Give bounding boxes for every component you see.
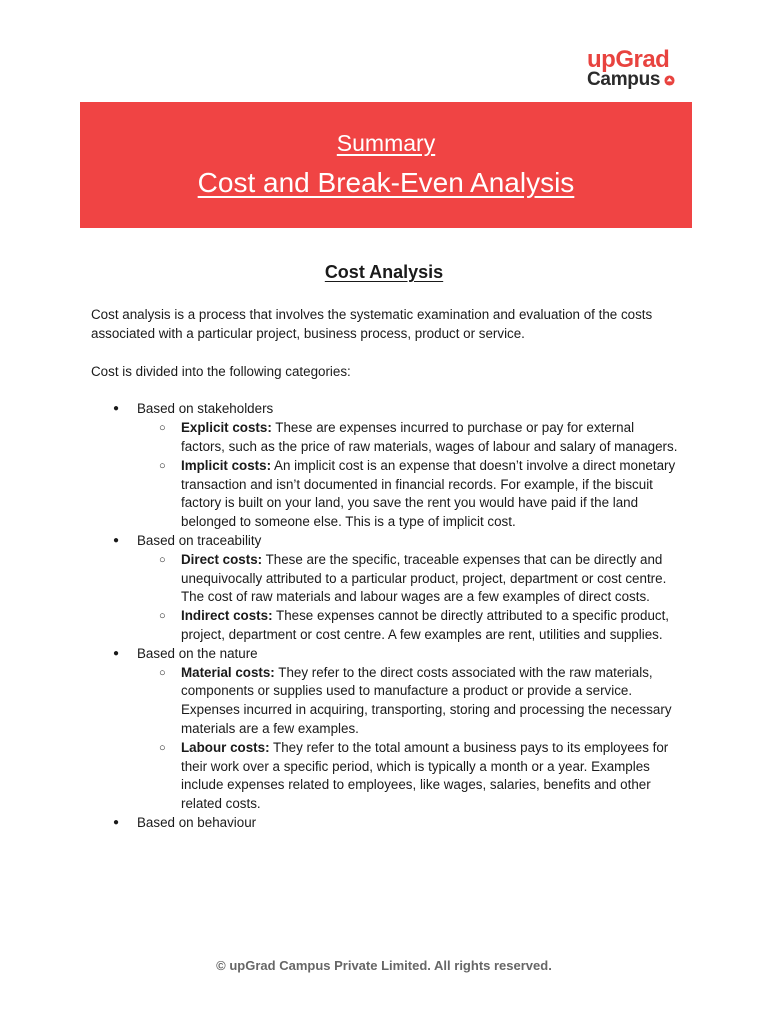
bullet-circle-icon: ○ bbox=[159, 553, 166, 566]
cost-type-term: Explicit costs: bbox=[181, 420, 272, 436]
cost-type-term: Material costs: bbox=[181, 664, 275, 680]
cost-type-item bbox=[137, 664, 681, 739]
cost-type-description: These are the specific, traceable expenses that can be directly and unequivocally attributed to a particular product, project, department or cost centre. The cost of raw materials and labour wages are a few examples of direct costs. bbox=[181, 551, 667, 605]
bullet-dot-icon: ● bbox=[113, 816, 120, 828]
document-body bbox=[91, 306, 681, 833]
category-group bbox=[91, 532, 681, 645]
copyright-footer: © upGrad Campus Private Limited. All rights reserved. bbox=[216, 958, 552, 973]
category-group-label: Based on traceability bbox=[137, 532, 262, 548]
bullet-dot-icon: ● bbox=[113, 403, 120, 415]
cost-type-item bbox=[137, 607, 681, 645]
cost-type-list bbox=[137, 664, 681, 814]
document-title: Cost and Break-Even Analysis bbox=[197, 167, 575, 198]
bullet-circle-icon: ○ bbox=[159, 459, 166, 472]
categories-intro: Cost is divided into the following categories: bbox=[91, 363, 351, 379]
cost-type-term: Labour costs: bbox=[181, 739, 270, 755]
cost-type-description: They refer to the total amount a business pays to its employees for their work over a specific period, which is typically a month or a year. Examples include expenses related to employees, like wages, salaries, benefits and other related costs. bbox=[181, 739, 669, 812]
logo-wordmark-campus: Campus bbox=[587, 69, 661, 90]
cost-type-item bbox=[137, 739, 681, 814]
cost-type-term: Implicit costs: bbox=[181, 457, 272, 473]
title-banner bbox=[80, 102, 692, 228]
section-title: Cost Analysis bbox=[324, 262, 444, 282]
bullet-circle-icon: ○ bbox=[159, 422, 166, 435]
bullet-circle-icon: ○ bbox=[159, 666, 166, 679]
upgrad-campus-logo bbox=[587, 48, 675, 92]
logo-wordmark-upgrad: upGrad bbox=[587, 46, 670, 73]
category-group-label: Based on the nature bbox=[137, 645, 258, 661]
cost-type-description: These are expenses incurred to purchase or pay for external factors, such as the price of raw materials, wages of labour and salary of managers. bbox=[181, 420, 678, 454]
category-group bbox=[91, 814, 681, 833]
cost-type-item bbox=[137, 551, 681, 607]
bullet-dot-icon: ● bbox=[113, 534, 120, 546]
cost-type-item bbox=[137, 457, 681, 532]
cost-type-list bbox=[137, 419, 681, 532]
banner-kicker: Summary bbox=[336, 130, 436, 156]
bullet-circle-icon: ○ bbox=[159, 610, 166, 623]
category-group bbox=[91, 645, 681, 814]
category-group bbox=[91, 400, 681, 532]
category-group-label: Based on behaviour bbox=[137, 814, 257, 830]
cost-type-description: An implicit cost is an expense that doesn’t involve a direct monetary transaction and isn’t documented in financial records. For example, if the biscuit factory is built on your land, you save the rent you would have paid if the land belonged to someone else. This is a type of implicit cost. bbox=[181, 457, 676, 530]
cost-type-item bbox=[137, 419, 681, 457]
cost-type-description: These expenses cannot be directly attributed to a specific product, project, department or cost centre. A few examples are rent, utilities and supplies. bbox=[181, 608, 670, 642]
logo-mark-icon bbox=[664, 75, 675, 86]
category-group-label: Based on stakeholders bbox=[137, 401, 274, 417]
cost-type-list bbox=[137, 551, 681, 645]
intro-paragraph: Cost analysis is a process that involves the systematic examination and evaluation of the costs associated with a particular project, business process, product or service. bbox=[91, 307, 653, 341]
cost-type-term: Indirect costs: bbox=[181, 608, 273, 624]
cost-type-description: They refer to the direct costs associated with the raw materials, components or supplies used to manufacture a product or provide a service. Expenses incurred in acquiring, transporting, storing and processing the necessary materials are a few examples. bbox=[181, 664, 672, 736]
bullet-circle-icon: ○ bbox=[159, 741, 166, 754]
category-list bbox=[91, 400, 681, 832]
bullet-dot-icon: ● bbox=[113, 647, 120, 659]
cost-type-term: Direct costs: bbox=[181, 551, 263, 567]
